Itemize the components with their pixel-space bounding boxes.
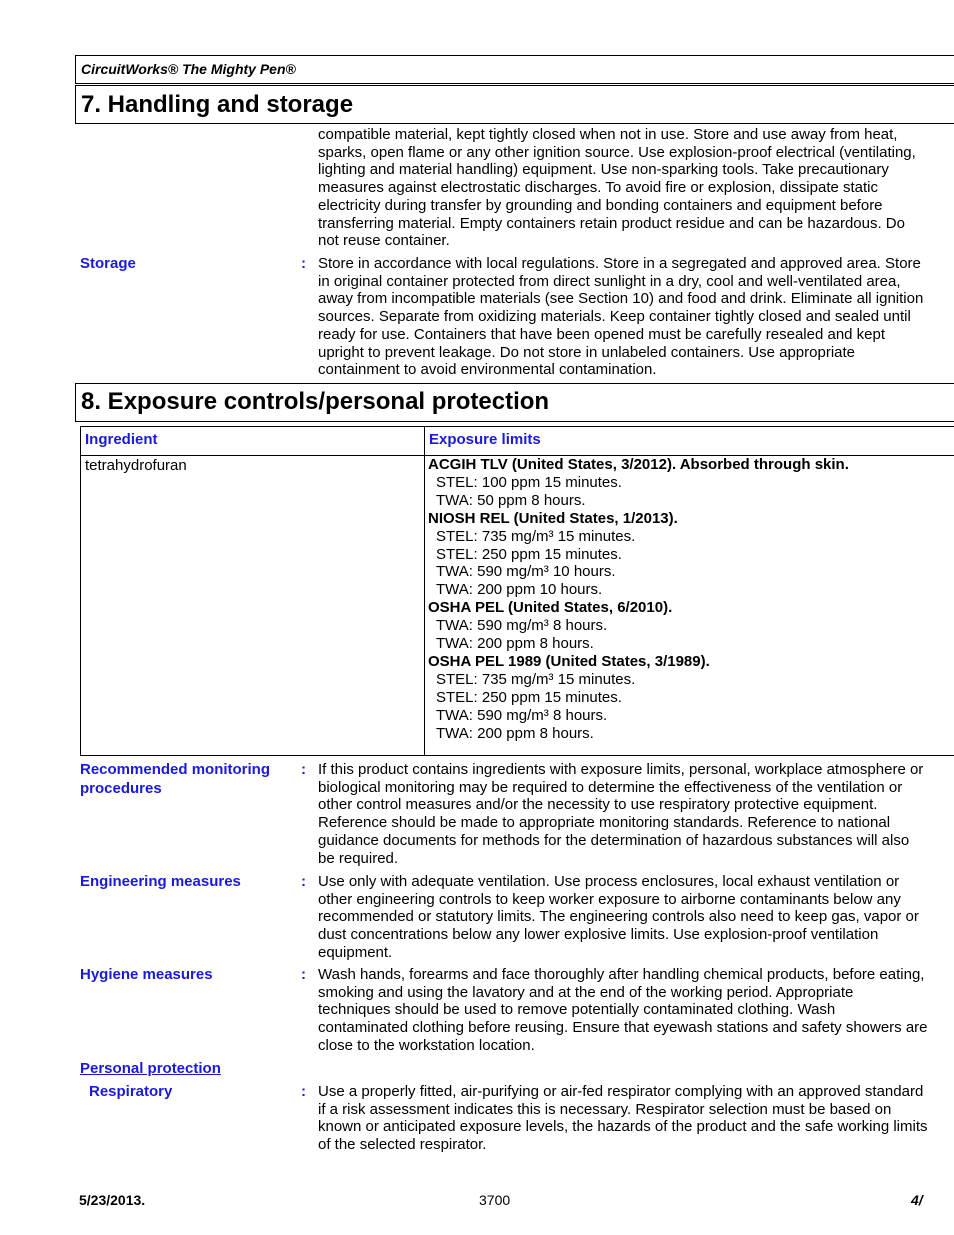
limit-value: TWA: 50 ppm 8 hours.	[436, 491, 586, 509]
section-7-header	[75, 85, 954, 124]
footer-code: 3700	[479, 1192, 511, 1208]
engineering-label: Engineering measures	[80, 873, 241, 890]
respiratory-colon: :	[301, 1083, 306, 1100]
limit-standard: OSHA PEL (United States, 6/2010).	[428, 599, 673, 617]
limit-value: TWA: 590 mg/m³ 8 hours.	[436, 617, 608, 635]
hygiene-label: Hygiene measures	[80, 966, 213, 983]
monitoring-label: Recommended monitoring procedures	[80, 761, 271, 797]
limit-value: STEL: 735 mg/m³ 15 minutes.	[436, 527, 636, 545]
ingredient-name: tetrahydrofuran	[85, 457, 187, 474]
monitoring-text: If this product contains ingredients with exposure limits, personal, workplace atmosphere or biological monitoring may be required to determine the effectiveness of the ventilation or other control measures and/or the necessity to use respiratory protective equipment. Reference should be made to appropriate monitoring standards. Reference to national guidance documents for methods for the determination of hazardous substances will also be required.	[318, 761, 924, 867]
limit-value: TWA: 200 ppm 10 hours.	[436, 581, 603, 599]
respiratory-label: Respiratory	[89, 1083, 173, 1100]
engineering-colon: :	[301, 873, 306, 890]
storage-text: Store in accordance with local regulations. Store in a segregated and approved area. Store in original container protected from direct sunlight in a dry, cool and well-ventilated area, away from incompatible materials (see Section 10) and food and drink. Eliminate all ignition sources. Separate from oxidizing materials. Keep container tightly closed and sealed until ready for use. Containers that have been opened must be carefully resealed and kept upright to prevent leakage. Do not store in unlabeled containers. Use appropriate containment to avoid environmental contamination.	[318, 255, 924, 379]
limit-value: STEL: 250 ppm 15 minutes.	[436, 545, 622, 563]
section-8-header	[75, 383, 954, 422]
respiratory-text: Use a properly fitted, air-purifying or air-fed respirator complying with an approved standard if a risk assessment indicates this is necessary. Respirator selection must be based on known or anticipated exposure levels, the hazards of the product and the safe working limits of the selected respirator.	[318, 1083, 928, 1154]
limit-standard: NIOSH REL (United States, 1/2013).	[428, 509, 678, 527]
table-header-limits: Exposure limits	[429, 431, 541, 448]
limit-value: STEL: 250 ppm 15 minutes.	[436, 688, 622, 706]
footer-page-number: 4/	[911, 1192, 923, 1208]
hygiene-text: Wash hands, forearms and face thoroughly after handling chemical products, before eating, smoking and using the lavatory and at the end of the working period. Appropriate techniques should be used to remove potentially contaminated clothing. Wash contaminated clothing before reusing. Ensure that eyewash stations and safety showers are close to the workstation location.	[318, 966, 928, 1054]
limit-standard: OSHA PEL 1989 (United States, 3/1989).	[428, 652, 710, 670]
storage-label: Storage	[80, 255, 136, 272]
product-header	[75, 55, 954, 84]
table-header-ingredient: Ingredient	[85, 431, 158, 448]
limit-value: TWA: 200 ppm 8 hours.	[436, 724, 594, 742]
limit-standard: ACGIH TLV (United States, 3/2012). Absorbed through skin.	[428, 456, 849, 473]
limit-value: TWA: 590 mg/m³ 10 hours.	[436, 563, 616, 581]
product-name: CircuitWorks® The Mighty Pen®	[81, 61, 296, 77]
footer-date: 5/23/2013.	[79, 1192, 146, 1208]
engineering-text: Use only with adequate ventilation. Use process enclosures, local exhaust ventilation or other engineering controls to keep worker exposure to airborne contaminants below any recommended or statutory limits. The engineering controls also need to keep gas, vapor or dust concentrations below any lower explosive limits. Use explosion-proof ventilation equipment.	[318, 873, 919, 961]
handling-continued-text: compatible material, kept tightly closed when not in use. Store and use away from heat, sparks, open flame or any other ignition source. Use explosion-proof electrical (ventilating, lighting and material handling) equipment. Use non-sparking tools. Take precautionary measures against electrostatic discharges. To avoid fire or explosion, dissipate static electricity during transfer by grounding and bonding containers and equipment before transferring material. Empty containers retain product residue and can be hazardous. Do not reuse container.	[318, 126, 916, 250]
monitoring-colon: :	[301, 761, 306, 778]
limit-value: STEL: 100 ppm 15 minutes.	[436, 473, 622, 491]
limit-value: STEL: 735 mg/m³ 15 minutes.	[436, 670, 636, 688]
hygiene-colon: :	[301, 966, 306, 983]
limit-value: TWA: 200 ppm 8 hours.	[436, 635, 594, 653]
personal-protection-label: Personal protection	[80, 1060, 221, 1077]
section-8-title: 8. Exposure controls/personal protection	[81, 388, 550, 415]
exposure-limits-list	[428, 456, 849, 743]
table-column-divider	[424, 427, 425, 755]
storage-colon: :	[301, 255, 306, 272]
limit-value: TWA: 590 mg/m³ 8 hours.	[436, 706, 608, 724]
section-7-title: 7. Handling and storage	[81, 91, 354, 118]
